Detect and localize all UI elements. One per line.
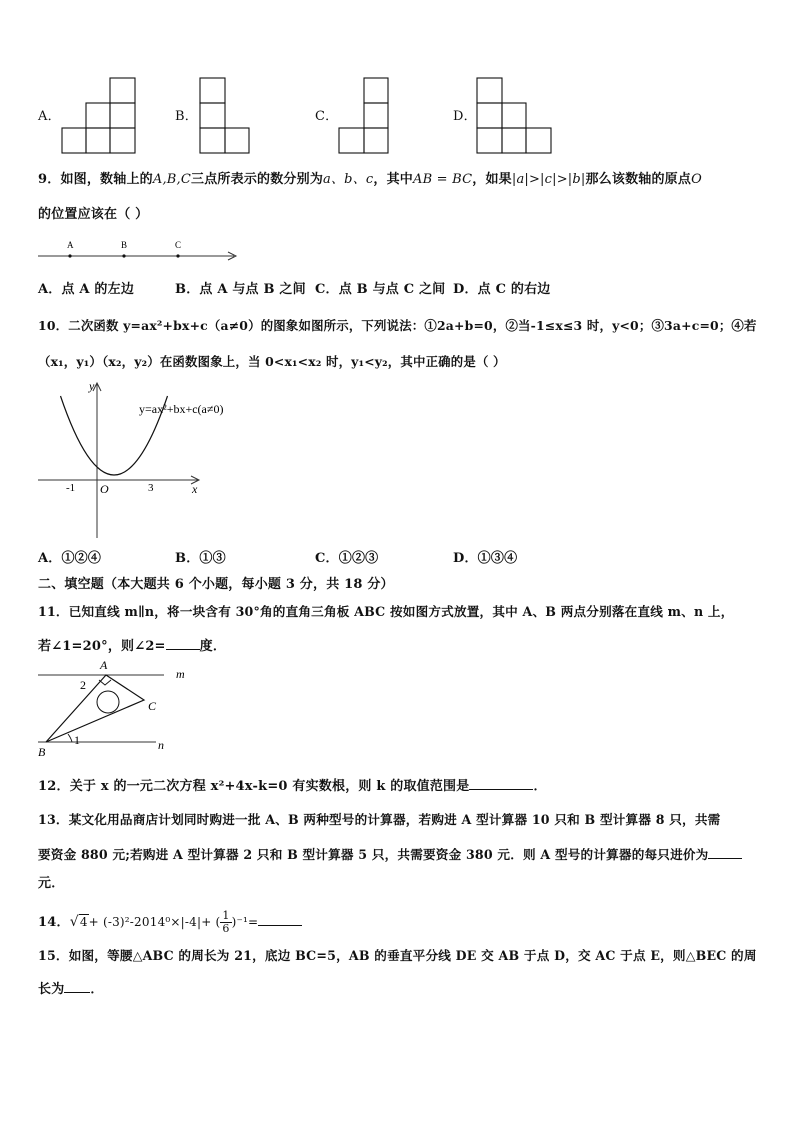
q11-line2-b: 度．: [199, 639, 227, 654]
q10-option-c: C．①②③: [315, 551, 379, 566]
q11-line1: 11．已知直线 m∥n，将一块含有 30°角的直角三角板 ABC 按如图方式放置，其中 A、B 两点分别落在直线 m、n 上，: [38, 604, 734, 619]
q9-tail: 那么该数轴的原点: [585, 172, 692, 187]
q9-origin: O: [691, 172, 702, 187]
q12-line: [38, 776, 547, 795]
q9-mid2: ，其中: [373, 172, 413, 187]
q9-mid1: 三点所表示的数分别为: [191, 172, 324, 187]
q14-fraction: [220, 910, 231, 935]
q10-root-right: 3: [148, 482, 154, 494]
q9-label-b: B: [121, 240, 128, 250]
q9-mid3: ，如果: [472, 172, 512, 187]
q10-option-a: A．①②④: [38, 551, 102, 566]
q10-line1: 10．二次函数 y=ax²+bx+c（a≠0）的图象如图所示，下列说法：①2a+b=0，②当-1≤x≤3 时，y<0；③3a+c=0；④若: [38, 318, 757, 333]
q12-answer-blank[interactable]: [469, 776, 533, 790]
q11-line2: [38, 636, 226, 655]
q8-option-d-figure: [475, 76, 555, 156]
q11-triangle: [46, 675, 144, 742]
q14-expr2: )⁻¹=: [231, 915, 259, 929]
q9-points: A,B,C: [152, 172, 192, 187]
q11-label-c: C: [148, 699, 157, 713]
q11-triangle-figure: [36, 658, 196, 762]
q10-equation-label: y=ax²+bx+c(a≠0): [139, 402, 224, 416]
q11-label-angle2: 2: [80, 678, 86, 692]
q11-label-n: n: [158, 738, 164, 752]
q8-option-b-figure: [198, 76, 258, 156]
q14-prefix: 14．: [38, 915, 70, 930]
q8-option-c-label: C．: [315, 109, 339, 124]
q11-label-m: m: [176, 667, 185, 681]
q9-point-b: [122, 254, 125, 257]
q11-angle1-arc: [68, 734, 72, 742]
q13-line3: 元．: [38, 876, 65, 891]
q10-x-label: x: [192, 482, 198, 496]
q11-label-angle1: 1: [74, 733, 80, 747]
q8-option-d-label: D．: [453, 109, 477, 124]
q14-sqrt-arg: 4: [79, 915, 88, 929]
q14-answer-blank[interactable]: [258, 912, 302, 926]
q15-line1: 15．如图，等腰△ABC 的周长为 21，底边 BC=5，AB 的垂直平分线 DE 交 AB 于点 D，交 AC 于点 E，则△BEC 的周: [38, 948, 757, 963]
q8-option-a-label: A．: [38, 109, 61, 124]
q15-line2: [38, 979, 104, 998]
q11-label-a: A: [100, 658, 108, 672]
q14-line: [38, 910, 302, 935]
q14-frac-den: 6: [222, 922, 230, 935]
q9-point-c: [176, 254, 179, 257]
q12-text-a: 12．关于 x 的一元二次方程 x²+4x-k=0 有实数根，则 k 的取值范围是: [38, 779, 470, 794]
q9-label-c: C: [175, 240, 182, 250]
q15-answer-blank[interactable]: [64, 979, 90, 993]
q9-cond: AB = BC: [413, 172, 473, 187]
q8-option-b-label: B．: [175, 109, 198, 124]
q9-label-a: A: [67, 240, 74, 250]
q11-line2-a: 若∠1=20°，则∠2=: [38, 639, 166, 654]
q10-option-b: B．①③: [175, 551, 226, 566]
q11-answer-blank[interactable]: [166, 636, 200, 650]
q10-line2: （x₁，y₁）（x₂，y₂）在函数图象上，当 0<x₁<x₂ 时，y₁<y₂，其中正确的是（ ）: [38, 354, 506, 369]
section-title: 二、填空题（本大题共 6 个小题，每小题 3 分，共 18 分）: [38, 577, 394, 592]
q9-number-line: [36, 238, 242, 266]
q14-frac-num: 1: [222, 909, 230, 922]
q14-sqrt-sign: √: [69, 914, 79, 930]
q8-option-c-figure: [337, 76, 397, 156]
q13-answer-blank[interactable]: [708, 845, 742, 859]
q9-line1: [38, 172, 702, 188]
q10-origin-label: O: [100, 482, 109, 496]
q9-point-a: [68, 254, 71, 257]
q13-line1: 13．某文化用品商店计划同时购进一批 A、B 两种型号的计算器，若购进 A 型计算器 10 只和 B 型计算器 8 只，共需: [38, 812, 721, 827]
q9-option-d: D．点 C 的右边: [453, 282, 551, 297]
q9-option-c: C．点 B 与点 C 之间: [315, 282, 446, 297]
q9-line2: 的位置应该在（ ）: [38, 207, 149, 222]
q10-parabola-graph: [36, 376, 256, 542]
q11-label-b: B: [38, 745, 46, 759]
q15-line2-text: 长为: [38, 982, 65, 997]
q9-prefix: 9．如图，数轴上的: [38, 172, 153, 187]
q11-hole: [97, 691, 119, 713]
q13-line2-text: 要资金 880 元;若购进 A 型计算器 2 只和 B 型计算器 5 只，共需要资金 380 元．则 A 型号的计算器的每只进价为: [38, 847, 709, 862]
q15-line2-end: ．: [90, 982, 104, 997]
q9-abs: |a|>|c|>|b|: [511, 172, 586, 187]
q9-option-a: A．点 A 的左边: [38, 282, 135, 297]
q14-expr1: + (-3)²-2014⁰×|-4|+ (: [88, 915, 221, 929]
q10-root-left: -1: [66, 482, 76, 494]
q8-option-a-figure: [60, 76, 140, 156]
q13-line2: [38, 845, 742, 863]
q12-text-b: ．: [533, 779, 547, 794]
q9-option-b: B．点 A 与点 B 之间: [175, 282, 306, 297]
q10-y-label: y: [89, 379, 95, 393]
q9-vars: a、b、c: [323, 172, 374, 187]
q10-option-d: D．①③④: [453, 551, 518, 566]
